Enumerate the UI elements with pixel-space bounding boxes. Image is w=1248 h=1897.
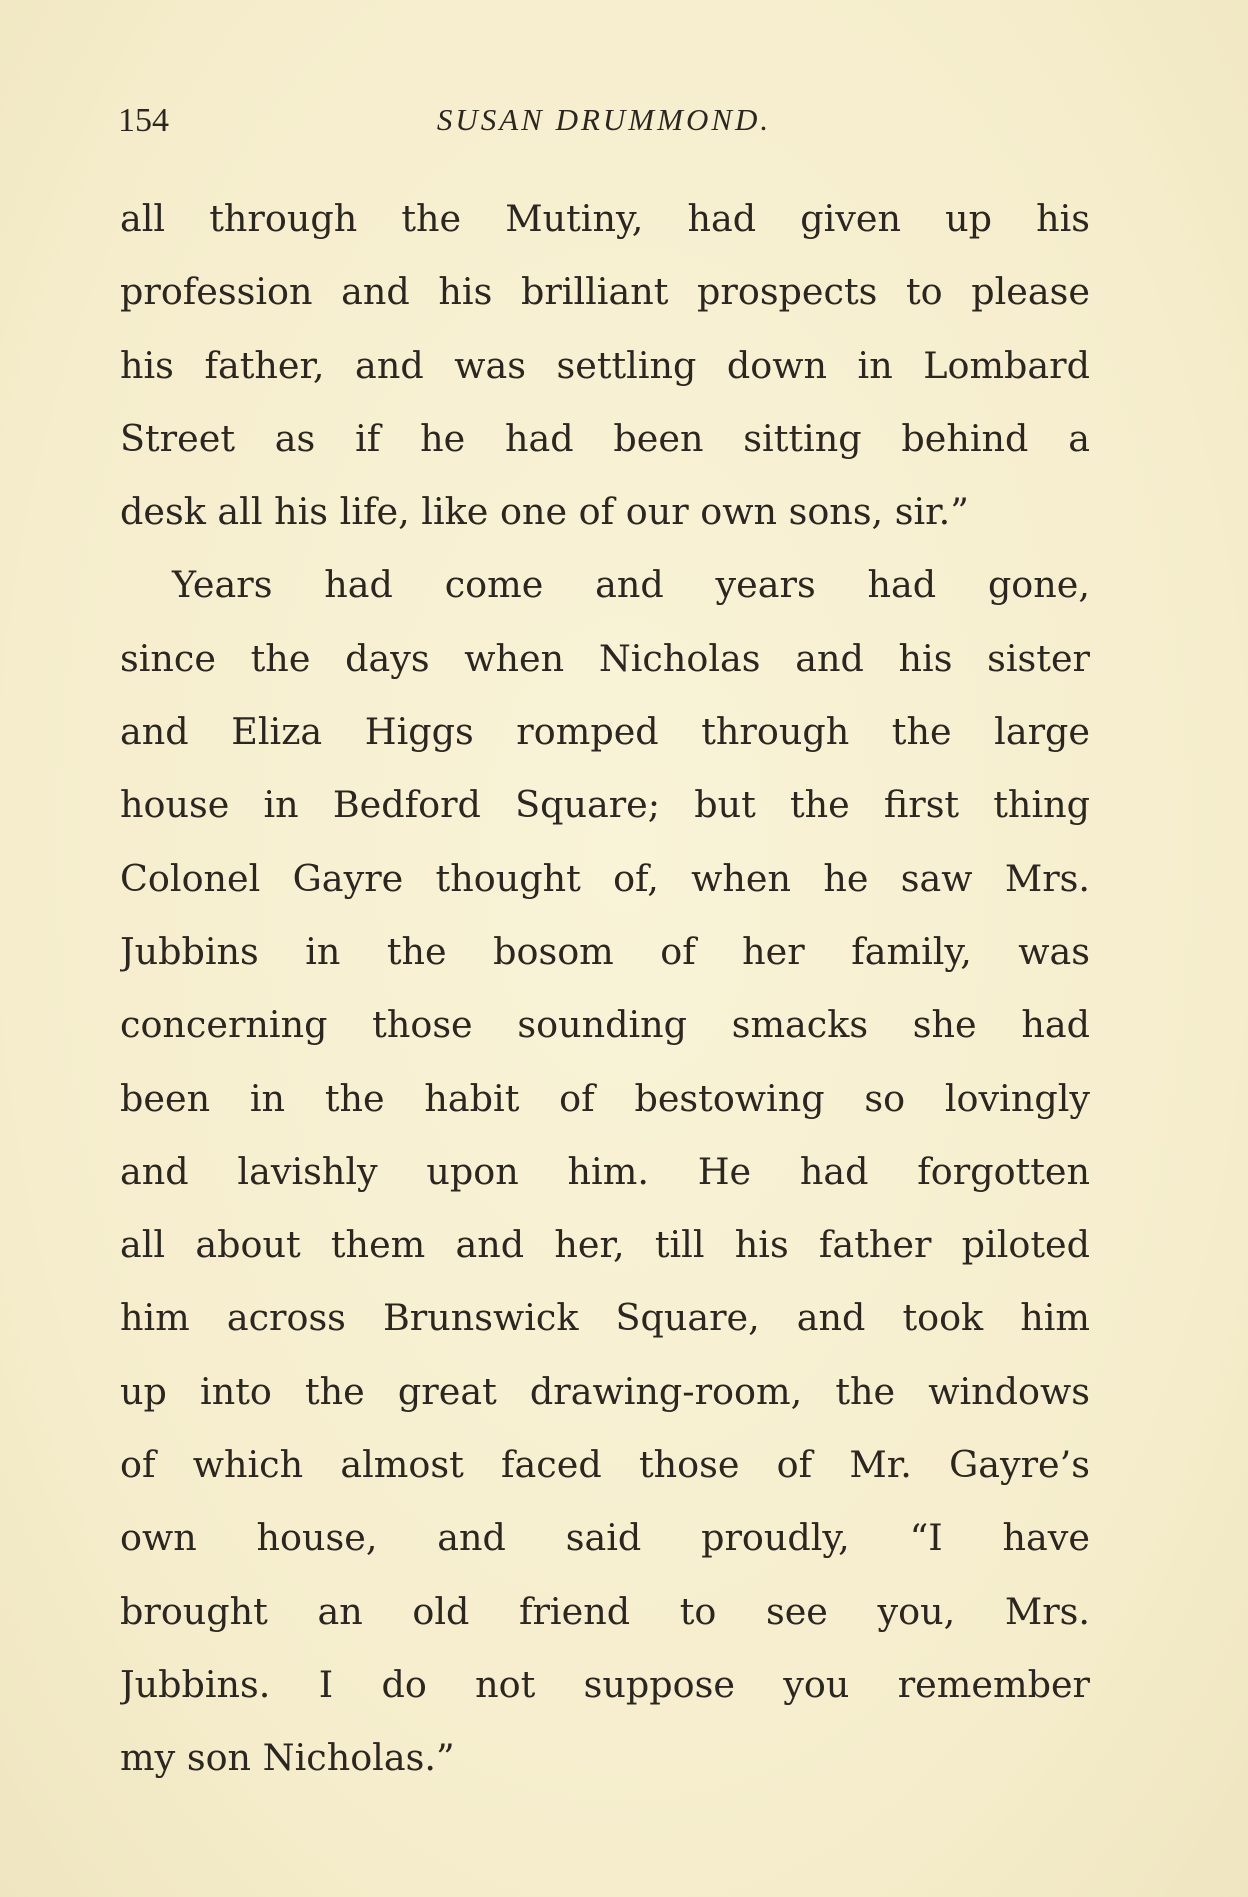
text-line: desk all his life, like one of our own sons, sir.” xyxy=(120,490,969,534)
text-line: Street as if he had been sitting behind a xyxy=(120,416,1090,460)
page-header xyxy=(118,96,1090,146)
text-line: him across Brunswick Square, and took him xyxy=(120,1296,1090,1340)
text-line: profession and his brilliant prospects to please xyxy=(120,270,1090,314)
text-line: my son Nicholas.” xyxy=(120,1736,455,1780)
text-line: and Eliza Higgs romped through the large xyxy=(120,710,1090,754)
text-line: all through the Mutiny, had given up his xyxy=(120,197,1090,240)
page-number: 154 xyxy=(118,102,169,139)
text-line: been in the habit of bestowing so lovingly xyxy=(120,1076,1090,1120)
running-title: SUSAN DRUMMOND. xyxy=(436,102,772,137)
text-line: all about them and her, till his father piloted xyxy=(120,1223,1090,1267)
text-line: and lavishly upon him. He had forgotten xyxy=(120,1149,1090,1193)
text-line: his father, and was settling down in Lombard xyxy=(120,343,1090,387)
text-line: concerning those sounding smacks she had xyxy=(120,1003,1090,1047)
text-line: up into the great drawing-room, the windows xyxy=(120,1369,1090,1413)
body-text xyxy=(120,182,1090,1795)
text-line: brought an old friend to see you, Mrs. xyxy=(120,1589,1090,1633)
text-line: Colonel Gayre thought of, when he saw Mrs. xyxy=(120,856,1090,900)
text-line: own house, and said proudly, “I have xyxy=(120,1516,1090,1560)
text-line: house in Bedford Square; but the first thing xyxy=(120,783,1090,827)
text-line: Jubbins. I do not suppose you remember xyxy=(120,1662,1090,1706)
text-line: since the days when Nicholas and his sister xyxy=(120,636,1090,680)
text-line: Jubbins in the bosom of her family, was xyxy=(120,929,1090,973)
paragraph-first-line: Years had come and years had gone, xyxy=(172,563,1090,607)
text-line: of which almost faced those of Mr. Gayre’s xyxy=(120,1443,1090,1487)
